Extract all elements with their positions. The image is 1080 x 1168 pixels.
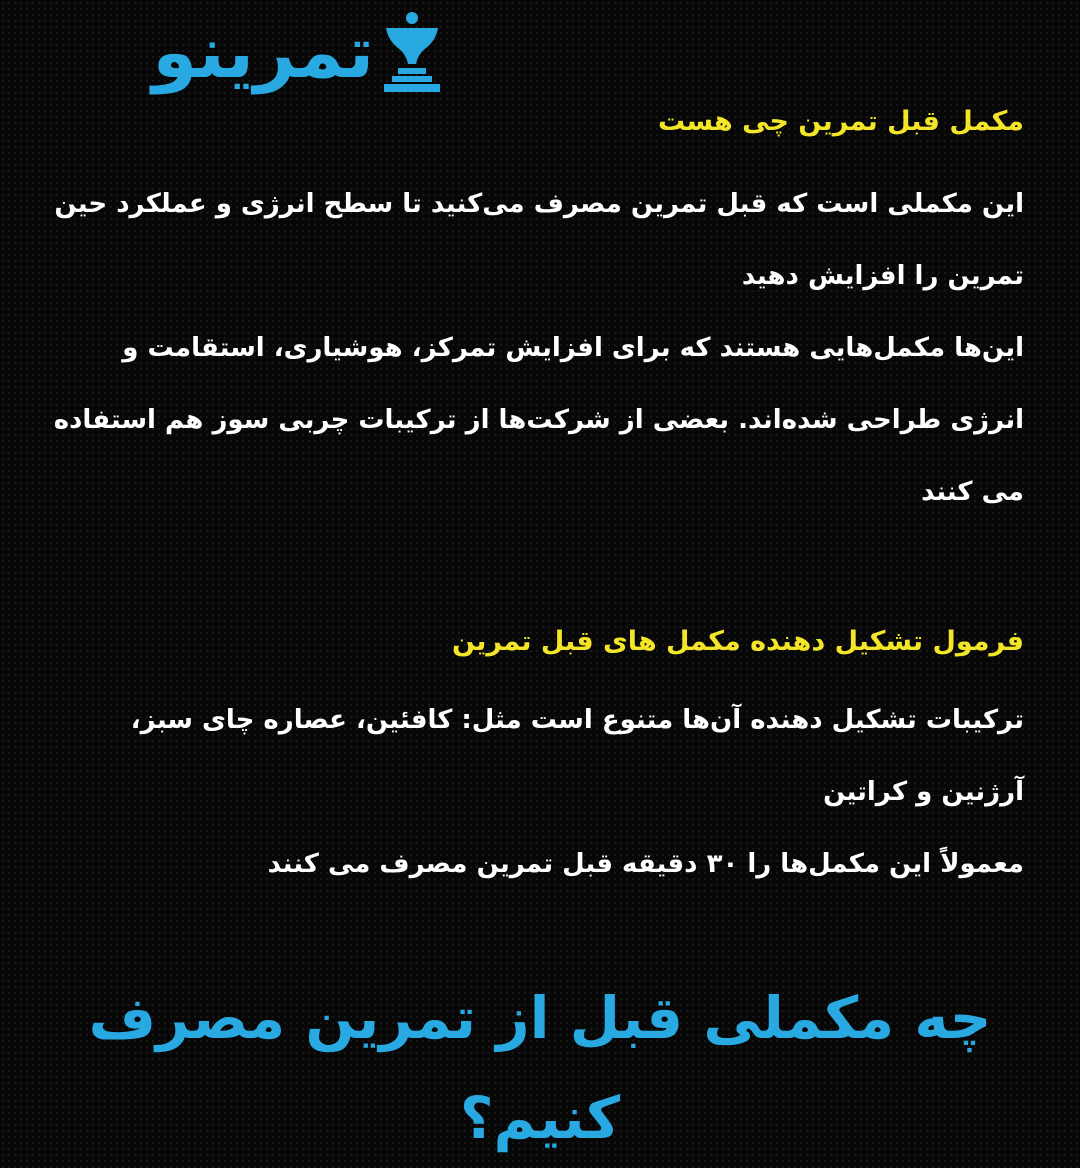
brand-logo (14, 4, 444, 100)
paragraph: معمولاً این مکمل‌ها را ۳۰ دقیقه قبل تمرین مصرف می کنند (267, 849, 1024, 879)
section-heading: مکمل قبل تمرین چی هست (657, 106, 1024, 137)
paragraph: این مکملی است که قبل تمرین مصرف می‌کنید تا سطح انرژی و عملکرد حین تمرین را افزایش دهید (54, 189, 1024, 291)
article-body (52, 96, 1024, 900)
trophy-icon (380, 10, 444, 94)
paragraph: ترکیبات تشکیل دهنده آن‌ها متنوع است مثل: کافئین، عصاره چای سبز، آرژنین و کراتین (130, 705, 1024, 807)
paragraph: این‌ها مکمل‌هایی هستند که برای افزایش تمرکز، هوشیاری، استقامت و انرژی طراحی شده‌اند. بعضی از شرکت‌ها از ترکیبات چربی سوز هم استفاده می کنند (53, 333, 1024, 507)
section-heading: فرمول تشکیل دهنده مکمل های قبل تمرین (451, 626, 1024, 657)
logo-text: تمرینو (152, 10, 374, 94)
footer-title: چه مکملی قبل از تمرین مصرف کنیم؟ (88, 984, 992, 1152)
